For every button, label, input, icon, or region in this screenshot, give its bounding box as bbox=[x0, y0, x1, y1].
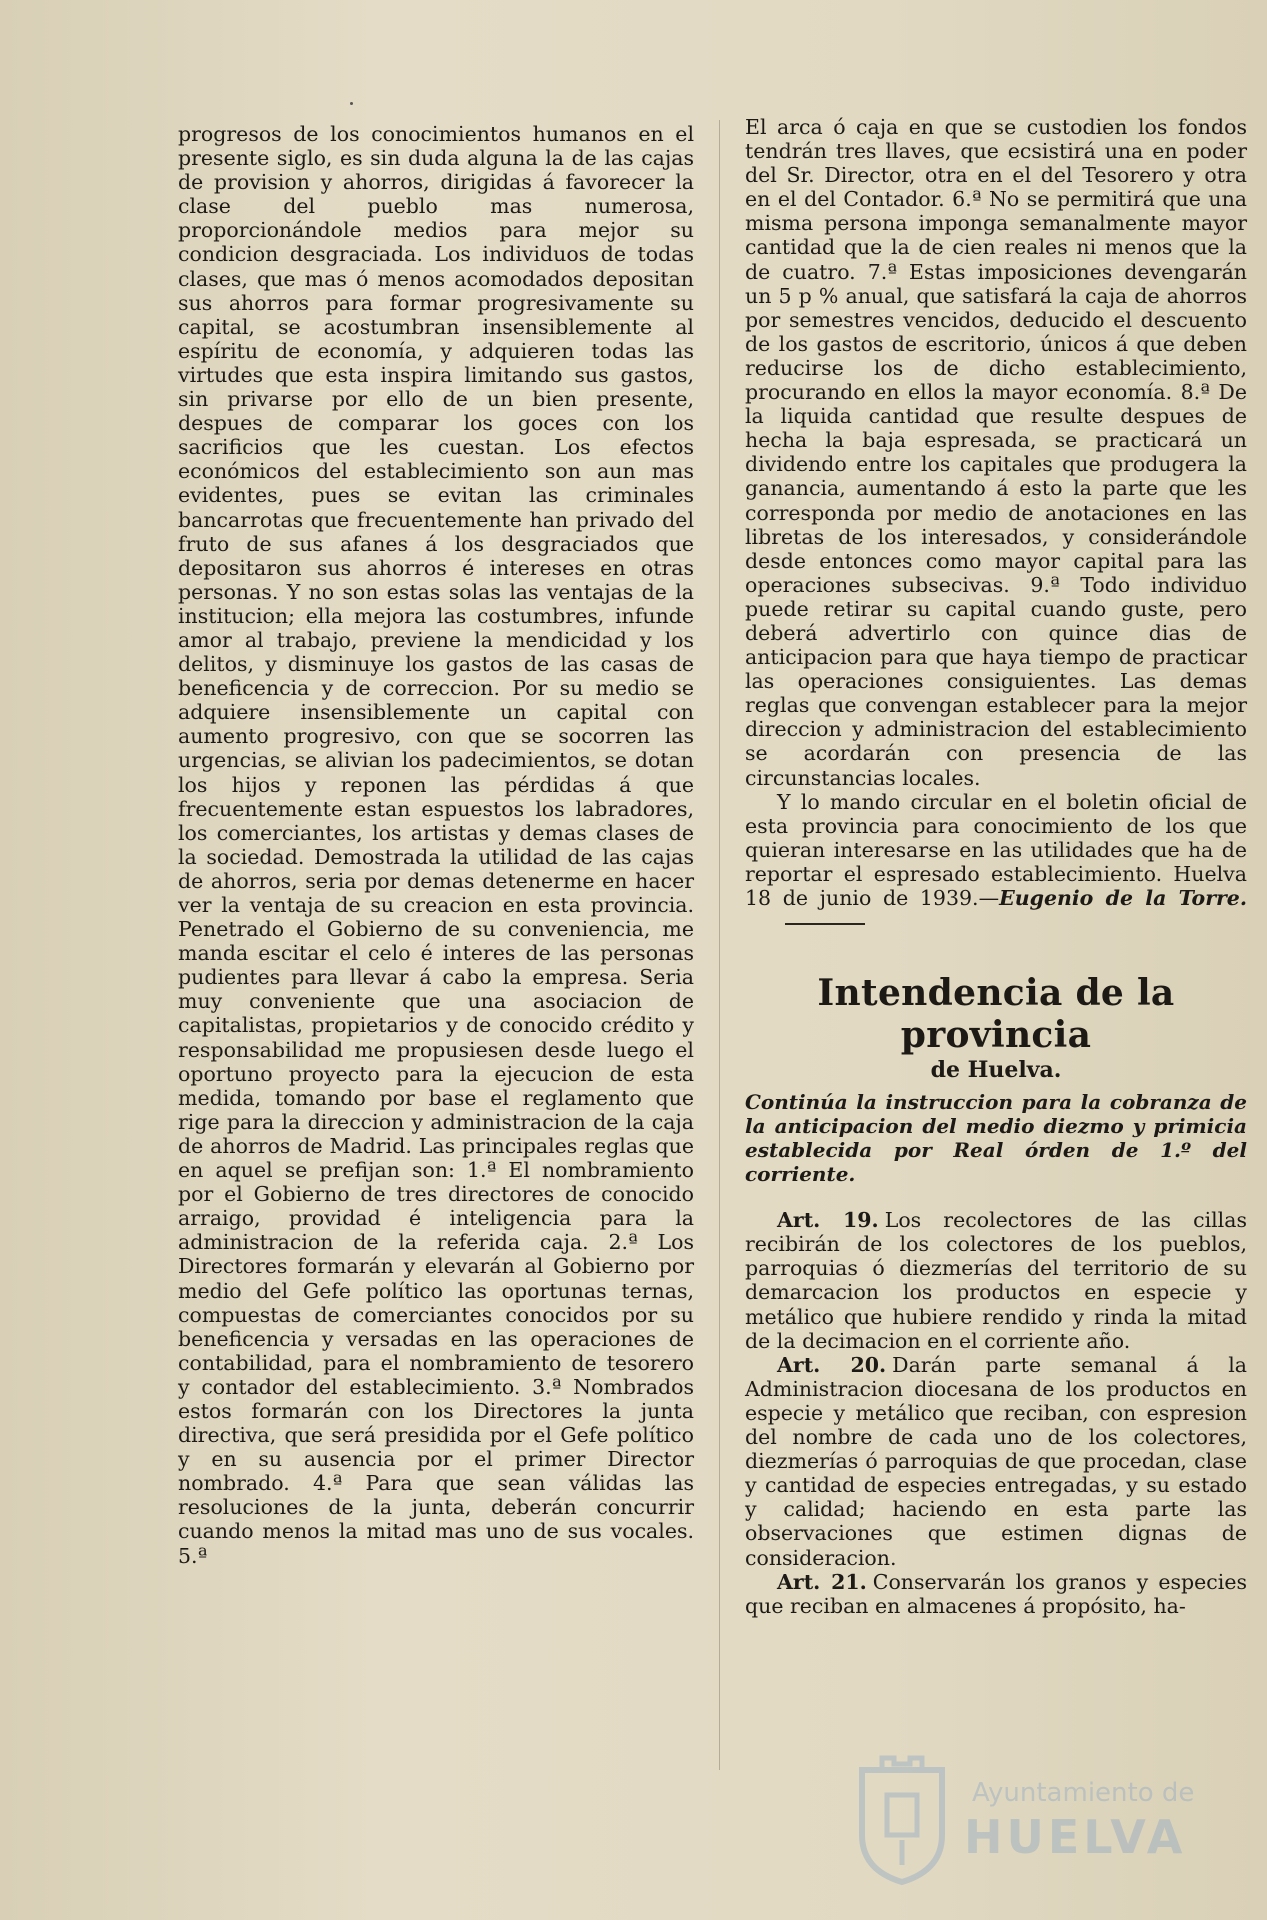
article-text: Conservarán los granos y especies que reciban en almacenes á propósito, ha- bbox=[745, 1569, 1247, 1618]
coat-of-arms-icon bbox=[852, 1750, 952, 1886]
article-21 bbox=[745, 1570, 1247, 1618]
section-note: Continúa la instruccion para la cobranza de la anticipacion del medio diezmo y primicia establecida por Real órden de 1.º del corriente. bbox=[745, 1090, 1247, 1187]
closing-paragraph bbox=[745, 790, 1247, 935]
watermark-line2: HUELVA bbox=[964, 1810, 1187, 1864]
article-number: Art. 21. bbox=[777, 1569, 867, 1594]
column-divider bbox=[719, 120, 720, 1770]
short-rule bbox=[785, 923, 865, 925]
article-20 bbox=[745, 1353, 1247, 1570]
left-column bbox=[178, 122, 694, 1568]
article-number: Art. 20. bbox=[777, 1352, 887, 1377]
section-title: Intendencia de la provincia bbox=[817, 972, 1175, 1057]
ink-dot bbox=[350, 102, 353, 105]
regulations-paragraph: El arca ó caja en que se custodien los fondos tendrán tres llaves, que ecsistirá una en poder del Sr. Director, otra en el del Tesorero y otra en el del Contador. 6.ª No se permitirá que una misma persona imponga semanalmente mayor cantidad que la de cien reales ni menos que la de cuatro. 7.ª Estas imposiciones devengarán un 5 p % anual, que satisfará la caja de ahorros por semestres vencidos, deducido el descuento de los gastos de escritorio, únicos á que deben reducirse los de dicho establecimiento, procurando en ellos la mayor economía. 8.ª De la liquida cantidad que resulte despues de hecha la baja espresada, se practicará un dividendo entre los capitales que produgera la ganancia, aumentando á esto la parte que les corresponda por medio de anotaciones en las libretas de los interesados, y considerándole desde entonces como mayor capital para las operaciones subsecivas. 9.ª Todo individuo puede retirar su capital cuando guste, pero deberá advertirlo con quince dias de anticipacion para que haya tiempo de practicar las operaciones consiguientes. Las demas reglas que convengan establecer para la mejor direccion y administracion del establecimiento se acordarán con presencia de las circunstancias locales. bbox=[745, 115, 1247, 790]
closing-text: Y lo mando circular en el boletin oficial de esta provincia para conocimiento de los que quieran interesarse en las utilidades que ha de reportar el espresado establecimiento. Huelva 18 de junio de 1939.— bbox=[745, 789, 1247, 910]
watermark bbox=[852, 1750, 1212, 1890]
right-column bbox=[745, 115, 1247, 1618]
article-19 bbox=[745, 1208, 1247, 1353]
left-column-text: progresos de los conocimientos humanos en el presente siglo, es sin duda alguna la de las cajas de provision y ahorros, dirigidas á favorecer la clase del pueblo mas numerosa, proporcionándole medios para mejor su condicion desgraciada. Los individuos de todas clases, que mas ó menos acomodados depositan sus ahorros para formar progresivamente su capital, se acostumbran insensiblemente al espíritu de economía, y adquieren todas las virtudes que esta inspira limitando sus gastos, sin privarse por ello de un bien presente, despues de comparar los goces con los sacrificios que les cuestan. Los efectos económicos del establecimiento son aun mas evidentes, pues se evitan las criminales bancarrotas que frecuentemente han privado del fruto de sus afanes á los desgraciados que depositaron sus ahorros é intereses en otras personas. Y no son estas solas las ventajas de la institucion; ella mejora las costumbres, infunde amor al trabajo, previene la mendicidad y los delitos, y disminuye los gastos de las casas de beneficencia y de correccion. Por su medio se adquiere insensiblemente un capital con aumento progresivo, con que se socorren las urgencias, se alivian los padecimientos, se dotan los hijos y reponen las pérdidas á que frecuentemente estan espuestos los labradores, los comerciantes, los artistas y demas clases de la sociedad. Demostrada la utilidad de las cajas de ahorros, seria por demas detenerme en hacer ver la ventaja de su creacion en esta provincia. Penetrado el Gobierno de su conveniencia, me manda escitar el celo é interes de las personas pudientes para llevar á cabo la empresa. Seria muy conveniente que una asociacion de capitalistas, propietarios y de conocido crédito y responsabilidad me propusiesen desde luego el oportuno proyecto para la ejecucion de esta medida, tomando por base el reglamento que rige para la direccion y administracion de la caja de ahorros de Madrid. Las principales reglas que en aquel se prefijan son: 1.ª El nombramiento por el Gobierno de tres directores de conocido arraigo, providad é inteligencia para la administracion de la referida caja. 2.ª Los Directores formarán y elevarán al Gobierno por medio del Gefe político las oportunas ternas, compuestas de comerciantes conocidos por su beneficencia y versadas en las operaciones de contabilidad, para el nombramiento de tesorero y contador del establecimiento. 3.ª Nombrados estos formarán con los Directores la junta directiva, que será presidida por el Gefe político y en su ausencia por el primer Director nombrado. 4.ª Para que sean válidas las resoluciones de la junta, deberán concurrir cuando menos la mitad mas uno de sus vocales. 5.ª bbox=[178, 122, 694, 1568]
signature: Eugenio de la Torre. bbox=[999, 886, 1247, 910]
article-number: Art. 19. bbox=[777, 1208, 879, 1233]
watermark-line1: Ayuntamiento de bbox=[972, 1778, 1195, 1808]
article-text: Darán parte semanal á la Administracion diocesana de los productos en especie y metálico que reciban, con espresion del nombre de cada uno de los colectores, diezmerías ó parroquias de que procedan, clase y cantidad de especies entregadas, y su estado y calidad; haciendo en esta parte las observaciones que estimen dignas de consideracion. bbox=[745, 1352, 1247, 1570]
article-text: Los recolectores de las cillas recibirán de los colectores de los pueblos, parroquias ó diezmerías del territorio de su demarcacion los productos en especie y metálico que hubiere rendido y rinda la mitad de la decimacion en el corriente año. bbox=[745, 1208, 1247, 1353]
section-subtitle: de Huelva. bbox=[930, 1057, 1062, 1084]
